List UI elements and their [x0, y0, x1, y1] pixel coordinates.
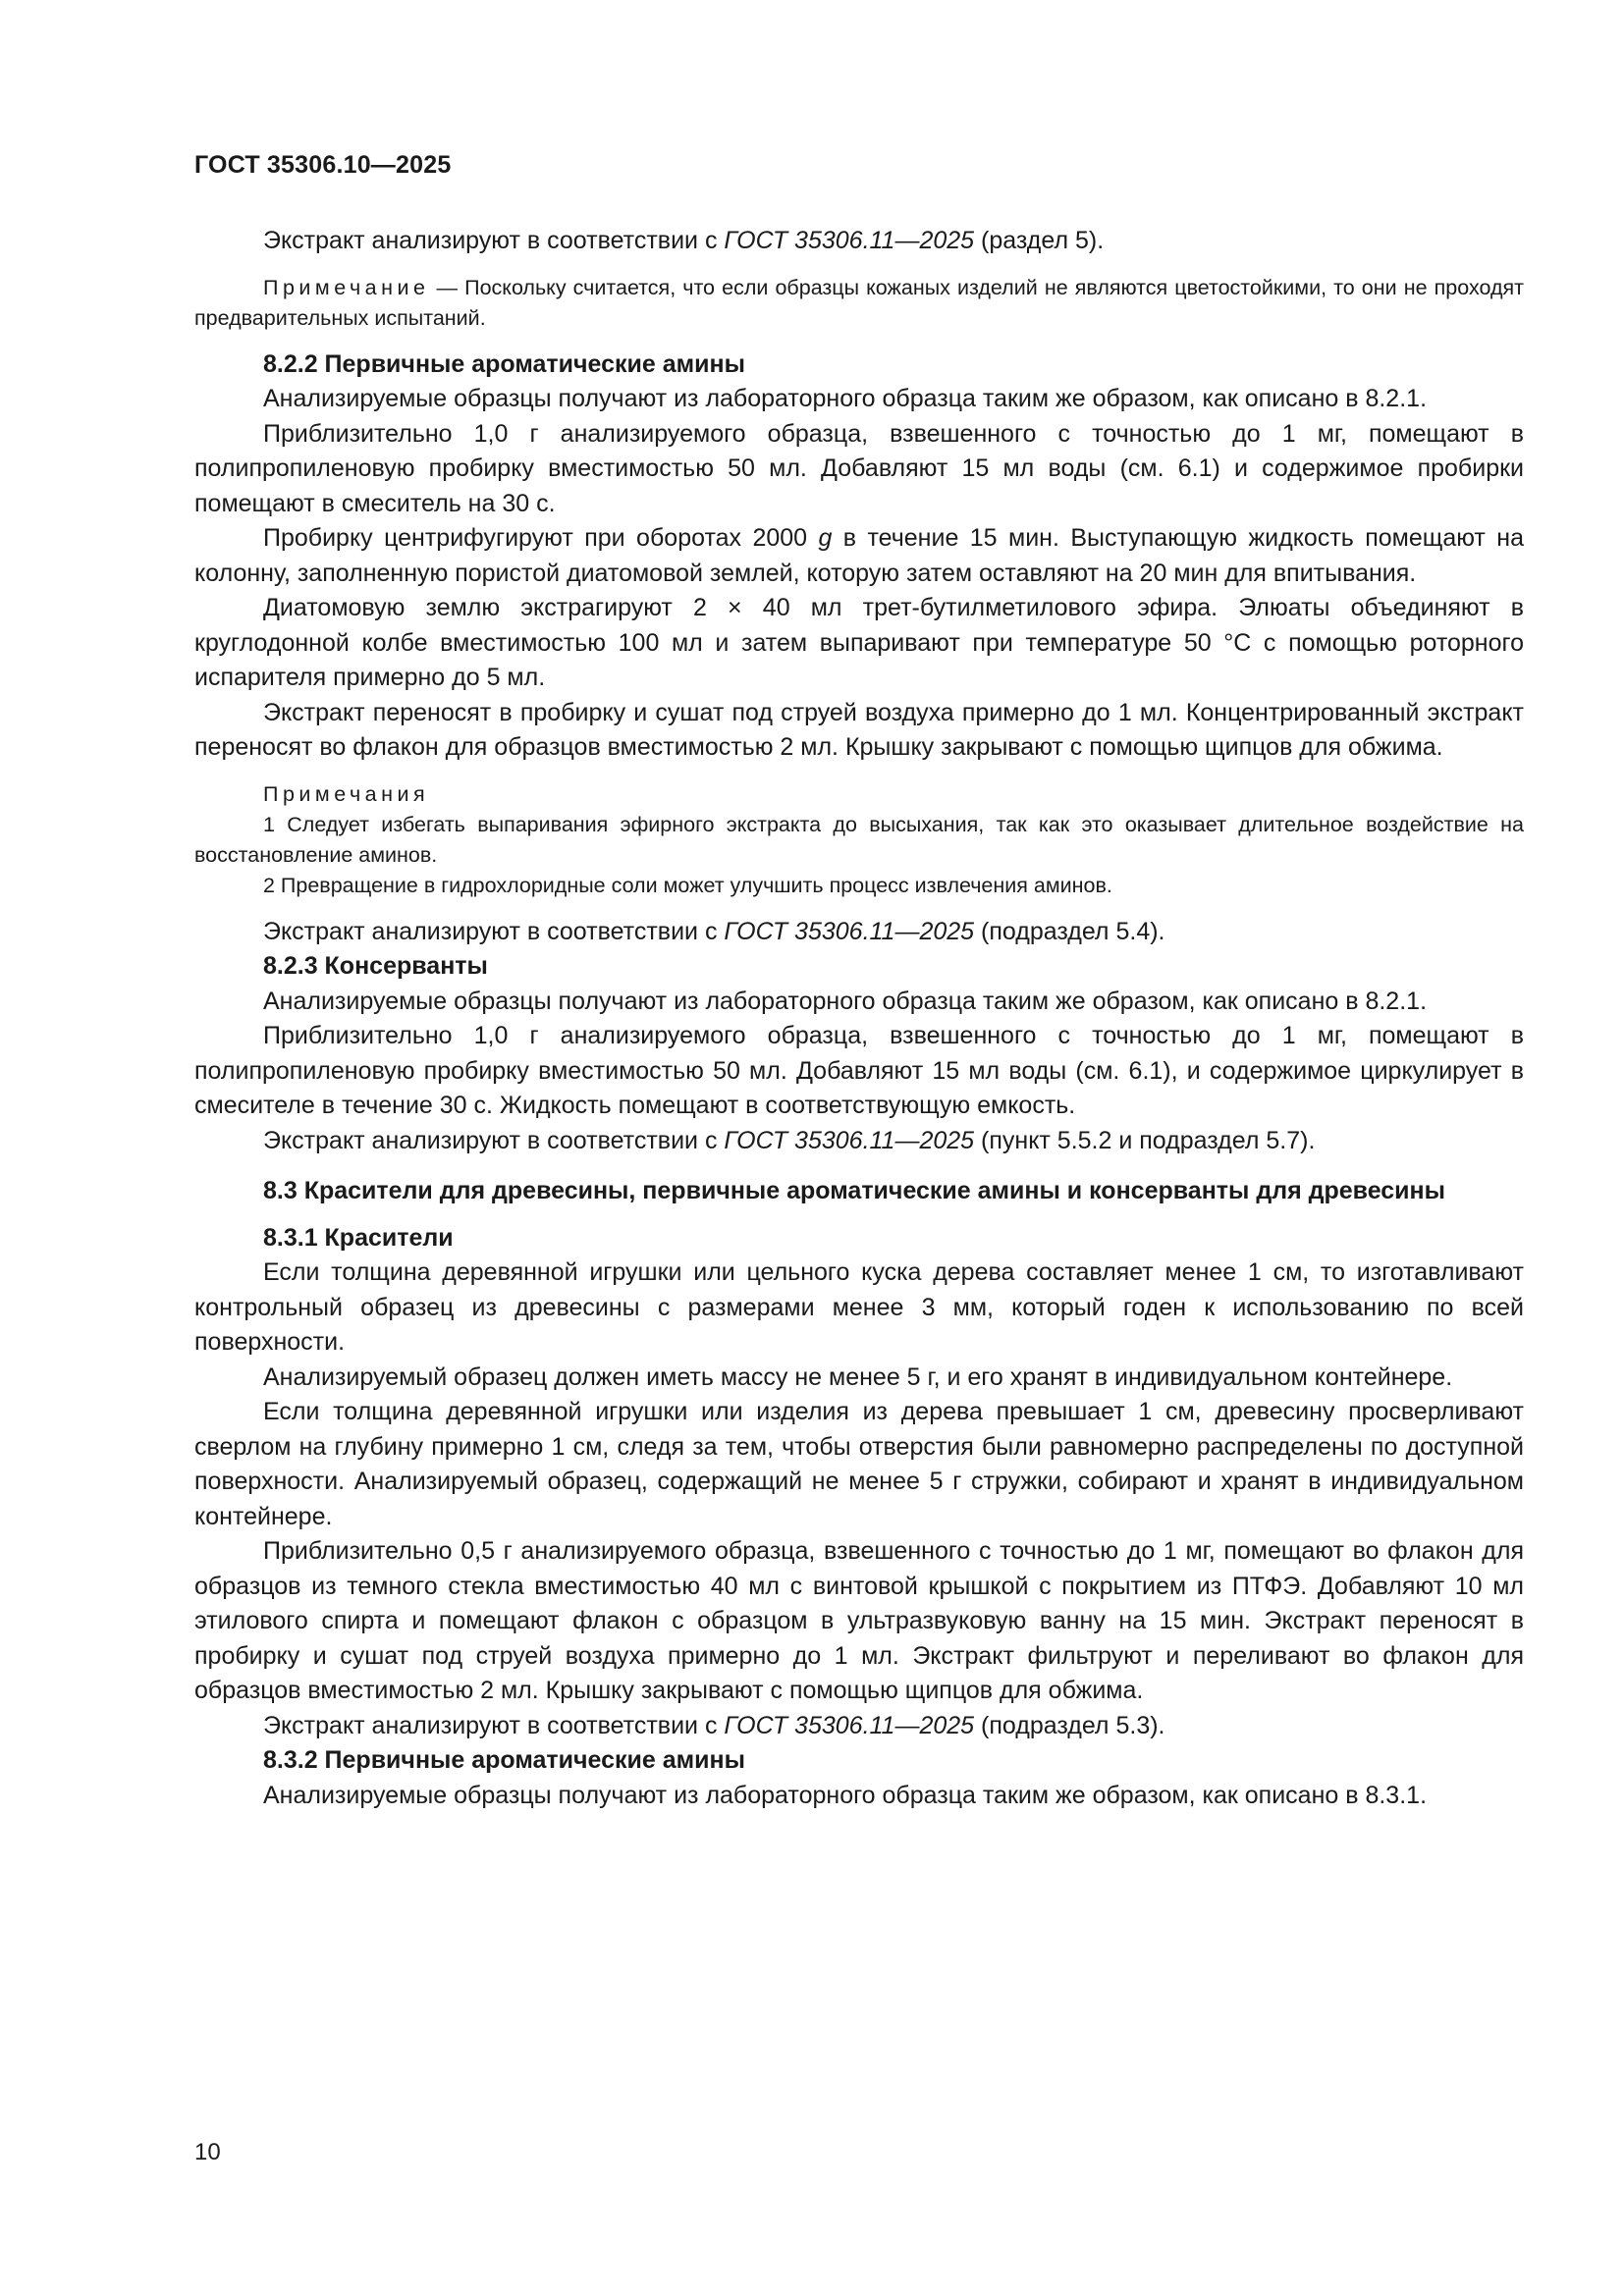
note-label: Примечание — [263, 275, 430, 299]
paragraph: Экстракт переносят в пробирку и сушат под струей воздуха примерно до 1 мл. Концентрированный экстракт переносят во флакон для образцов вместимостью 2 мл. Крышку закрывают с помощью щипцов для обжима. — [194, 698, 1524, 761]
standard-reference: ГОСТ 35306.11—2025 — [724, 227, 975, 254]
standard-reference: ГОСТ 35306.11—2025 — [724, 917, 975, 945]
section-heading-8-3-1: 8.3.1 Красители — [263, 1223, 454, 1252]
text-span: Экстракт анализируют в соответствии с — [263, 1711, 725, 1739]
paragraph: Анализируемые образцы получают из лабораторного образца таким же образом, как описано в 8.3.1. — [263, 1781, 1428, 1809]
analysis-reference-paragraph — [194, 1709, 1524, 1744]
paragraph: Приблизительно 1,0 г анализируемого образца, взвешенного с точностью до 1 мг, помещают в полипропиленовую пробирку вместимостью 50 мл. Добавляют 15 мл воды (см. 6.1), и содержимое циркулирует в смесителе в течение 30 с. Жидкость помещают в соответствующую емкость. — [194, 1022, 1524, 1119]
paragraph: Если толщина деревянной игрушки или изделия из дерева превышает 1 см, древесину просверливают сверлом на глубину примерно 1 см, следя за тем, чтобы отверстия были равномерно распределены по доступной поверхности. Анализируемый образец, содержащий не менее 5 г стружки, собирают и хранят в индивидуальном контейнере. — [194, 1398, 1524, 1530]
text-span: (раздел 5). — [974, 227, 1105, 254]
paragraph: Диатомовую землю экстрагируют 2 × 40 мл трет-бутилметилового эфира. Элюаты объединяют в круглодонной колбе вместимостью 100 мл и затем выпаривают при температуре 50 °С с помощью роторного испарителя примерно до 5 мл. — [194, 594, 1524, 691]
paragraph — [194, 521, 1524, 591]
paragraph: Анализируемые образцы получают из лабораторного образца таким же образом, как описано в 8.2.1. — [263, 987, 1428, 1015]
note-paragraph — [194, 273, 1524, 334]
notes-block — [194, 779, 1524, 901]
text-span: Пробирку центрифугируют при оборотах 2000 — [263, 524, 819, 552]
paragraph: Если толщина деревянной игрушки или цельного куска дерева составляет менее 1 см, то изготавливают контрольный образец из древесины с размерами менее 3 мм, который годен к использованию по всей поверхности. — [194, 1258, 1524, 1356]
page-number: 10 — [194, 2139, 221, 2165]
standard-reference: ГОСТ 35306.11—2025 — [724, 1711, 975, 1739]
standard-reference: ГОСТ 35306.11—2025 — [724, 1126, 975, 1154]
notes-label — [194, 779, 1524, 810]
document-body — [194, 224, 1524, 1813]
note-text: — Поскольку считается, что если образцы кожаных изделий не являются цветостойкими, то они не проходят предварительных испытаний. — [194, 275, 1524, 330]
document-id-header: ГОСТ 35306.10—2025 — [194, 151, 452, 179]
text-span: Экстракт анализируют в соответствии с — [263, 227, 725, 254]
analysis-reference-paragraph — [194, 1124, 1524, 1159]
section-heading-8-3-2: 8.3.2 Первичные ароматические амины — [263, 1746, 745, 1774]
text-span: в течение 15 мин. Выступающую жидкость помещают на колонну, заполненную пористой диатомовой землей, которую затем оставляют на 20 мин для впитывания. — [194, 524, 1524, 587]
notes-label-text: Примечания — [263, 781, 430, 806]
text-span: (подраздел 5.4). — [974, 917, 1165, 945]
analysis-reference-paragraph — [194, 915, 1524, 950]
paragraph: Приблизительно 0,5 г анализируемого образца, взвешенного с точностью до 1 мг, помещают во флакон для образцов из темного стекла вместимостью 40 мл с винтовой крышкой с покрытием из ПТФЭ. Добавляют 10 мл этилового спирта и помещают флакон с образцом в ультразвуковую ванну на 15 мин. Экстракт переносят в пробирку и сушат под струей воздуха примерно до 1 мл. Экстракт фильтруют и переливают во флакон для образцов вместимостью 2 мл. Крышку закрывают с помощью щипцов для обжима. — [194, 1537, 1524, 1704]
paragraph: Анализируемый образец должен иметь массу не менее 5 г, и его хранят в индивидуальном контейнере. — [263, 1362, 1453, 1391]
paragraph: Приблизительно 1,0 г анализируемого образца, взвешенного с точностью до 1 мг, помещают в полипропиленовую пробирку вместимостью 50 мл. Добавляют 15 мл воды (см. 6.1) и содержимое пробирки помещают в смеситель на 30 с. — [194, 419, 1524, 517]
note-item: 1 Следует избегать выпаривания эфирного экстракта до высыхания, так как это оказывает длительное воздействие на восстановление аминов. — [194, 812, 1524, 867]
section-heading-8-2-2: 8.2.2 Первичные ароматические амины — [263, 349, 745, 378]
text-span: (пункт 5.5.2 и подраздел 5.7). — [974, 1126, 1316, 1154]
paragraph: Анализируемые образцы получают из лабораторного образца таким же образом, как описано в 8.2.1. — [263, 385, 1428, 412]
analysis-reference-paragraph — [194, 224, 1524, 259]
note-item: 2 Превращение в гидрохлоридные соли может улучшить процесс извлечения аминов. — [263, 873, 1112, 897]
text-span: Экстракт анализируют в соответствии с — [263, 917, 725, 945]
text-span: Экстракт анализируют в соответствии с — [263, 1126, 725, 1154]
g-force-symbol: g — [818, 524, 833, 552]
section-heading-8-3: 8.3 Красители для древесины, первичные ароматические амины и консерванты для древесины — [263, 1177, 1446, 1204]
section-heading-8-2-3: 8.2.3 Консерванты — [263, 952, 488, 980]
text-span: (подраздел 5.3). — [974, 1711, 1165, 1739]
note-block — [194, 273, 1524, 334]
